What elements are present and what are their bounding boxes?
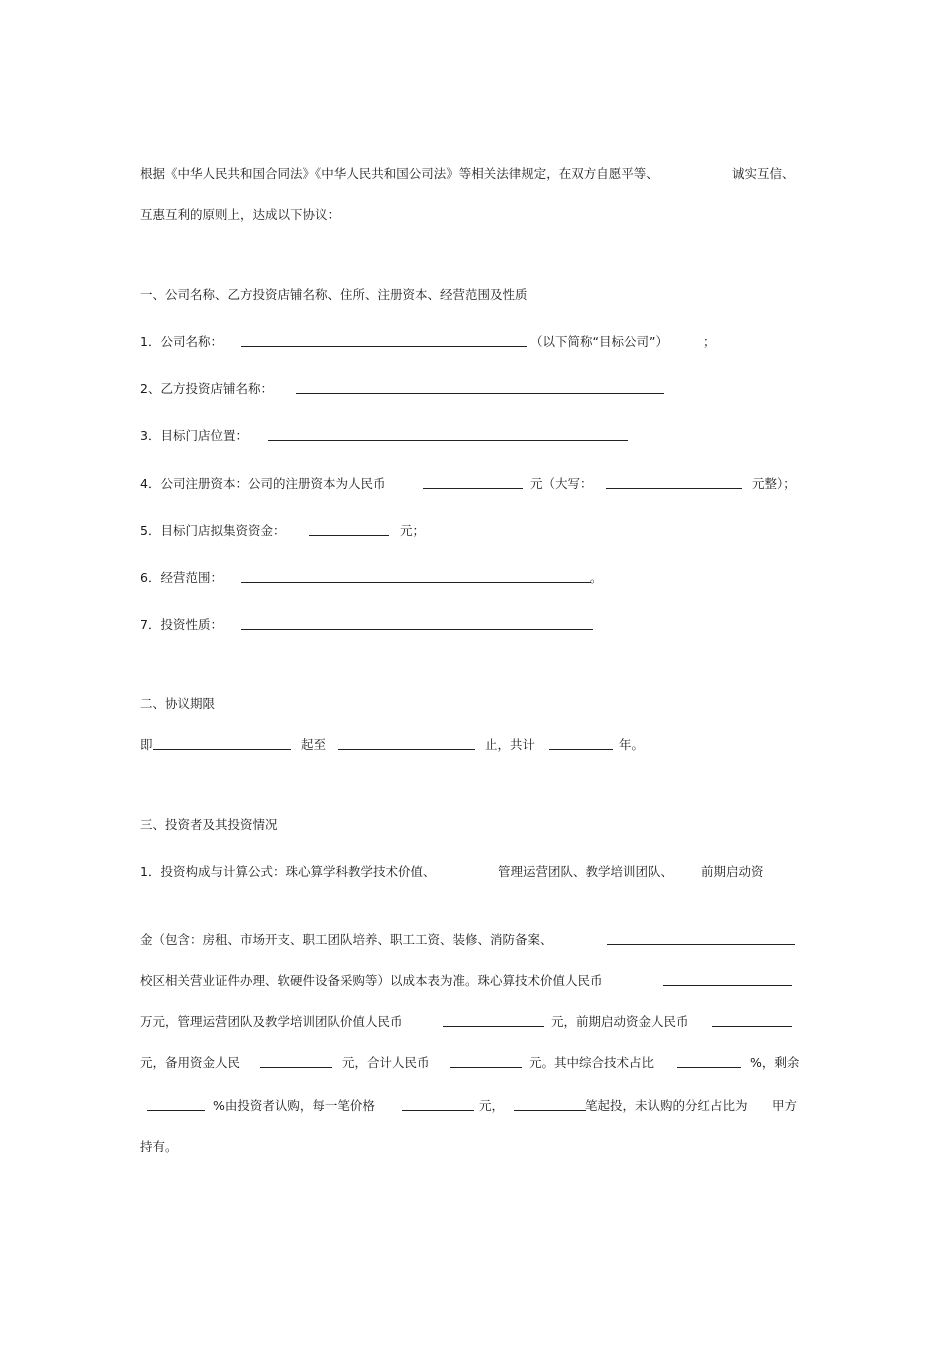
- startup-fund-blank[interactable]: [712, 1014, 792, 1027]
- s3-line6-d: 甲方: [772, 1098, 798, 1113]
- s3-line6-b: 元，: [479, 1098, 505, 1113]
- tech-value-blank[interactable]: [663, 973, 792, 986]
- section1-heading: 一、公司名称、乙方投资店铺名称、住所、注册资本、经营范围及性质: [140, 287, 528, 302]
- s3-line6-c: 笔起投，未认购的分红占比为: [585, 1098, 748, 1113]
- item1-end: ；: [703, 334, 716, 349]
- s3-line5-b: 元，合计人民币: [342, 1055, 430, 1070]
- intro-line1: 根据《中华人民共和国合同法》《中华人民共和国公司法》等相关法律规定，在双方自愿平等、: [140, 166, 659, 181]
- other-costs-blank[interactable]: [607, 932, 795, 945]
- term-start-blank[interactable]: [153, 737, 291, 750]
- item2-label: 2、乙方投资店铺名称：: [140, 381, 273, 396]
- item6-end: 。: [590, 570, 603, 585]
- item4-mid: 元（大写：: [530, 476, 593, 491]
- term-year-label: 年。: [619, 737, 645, 752]
- registered-capital-blank[interactable]: [423, 476, 523, 489]
- s3-line4-a: 万元，管理运营团队及教学培训团队价值人民币: [140, 1014, 403, 1029]
- intro-line2: 互惠互利的原则上，达成以下协议：: [140, 207, 341, 222]
- item5-label: 5．目标门店拟集资资金：: [140, 523, 286, 538]
- item7-label: 7．投资性质：: [140, 617, 223, 632]
- registered-capital-uppercase-blank[interactable]: [606, 476, 742, 489]
- item6-label: 6．经营范围：: [140, 570, 223, 585]
- intro-line1-tail: 诚实互信、: [732, 166, 795, 181]
- s3-line6-a: %由投资者认购，每一笔价格: [213, 1098, 375, 1113]
- s3-line2-a: 金（包含：房租、市场开支、职工团队培养、职工工资、装修、消防备案、: [140, 932, 553, 947]
- s3-line1-b: 管理运营团队、教学培训团队、: [498, 864, 674, 879]
- investment-nature-blank[interactable]: [241, 617, 593, 630]
- investor-share-blank[interactable]: [147, 1098, 205, 1111]
- s3-line4-b: 元，前期启动资金人民币: [551, 1014, 689, 1029]
- total-amount-blank[interactable]: [450, 1055, 522, 1068]
- team-value-blank[interactable]: [443, 1014, 544, 1027]
- s3-line5-a: 元，备用资金人民: [140, 1055, 241, 1070]
- term-from-label: 起至: [301, 737, 327, 752]
- item4-label: 4．公司注册资本：公司的注册资本为人民币: [140, 476, 386, 491]
- unit-price-blank[interactable]: [402, 1098, 474, 1111]
- s3-line5-c: 元。其中综合技术占比: [529, 1055, 655, 1070]
- s3-line3-a: 校区相关营业证件办理、软硬件设备采购等）以成本表为准。珠心算技术价值人民币: [140, 973, 603, 988]
- item3-label: 3．目标门店位置：: [140, 428, 248, 443]
- company-name-blank[interactable]: [241, 334, 527, 347]
- item5-end: 元；: [400, 523, 426, 538]
- item1-label: 1．公司名称：: [140, 334, 223, 349]
- term-to-label: 止，共计: [485, 737, 536, 752]
- store-name-blank[interactable]: [296, 381, 664, 394]
- tech-share-blank[interactable]: [677, 1055, 741, 1068]
- business-scope-blank[interactable]: [241, 570, 591, 583]
- s3-line1-c: 前期启动资: [701, 864, 764, 879]
- store-location-blank[interactable]: [268, 428, 628, 441]
- reserve-fund-blank[interactable]: [260, 1055, 332, 1068]
- s3-line5-d: %，剩余: [750, 1055, 800, 1070]
- s3-line7-a: 持有。: [140, 1139, 178, 1154]
- term-start-label: 即: [140, 737, 153, 752]
- section3-heading: 三、投资者及其投资情况: [140, 817, 278, 832]
- section2-heading: 二、协议期限: [140, 696, 216, 711]
- item4-end: 元整）；: [752, 476, 796, 491]
- min-units-blank[interactable]: [514, 1098, 586, 1111]
- s3-line1-a: 1．投资构成与计算公式：珠心算学科教学技术价值、: [140, 864, 436, 879]
- item1-suffix: （以下简称“目标公司”）: [530, 334, 668, 349]
- term-years-blank[interactable]: [549, 737, 613, 750]
- fundraising-blank[interactable]: [309, 523, 389, 536]
- term-end-blank[interactable]: [338, 737, 475, 750]
